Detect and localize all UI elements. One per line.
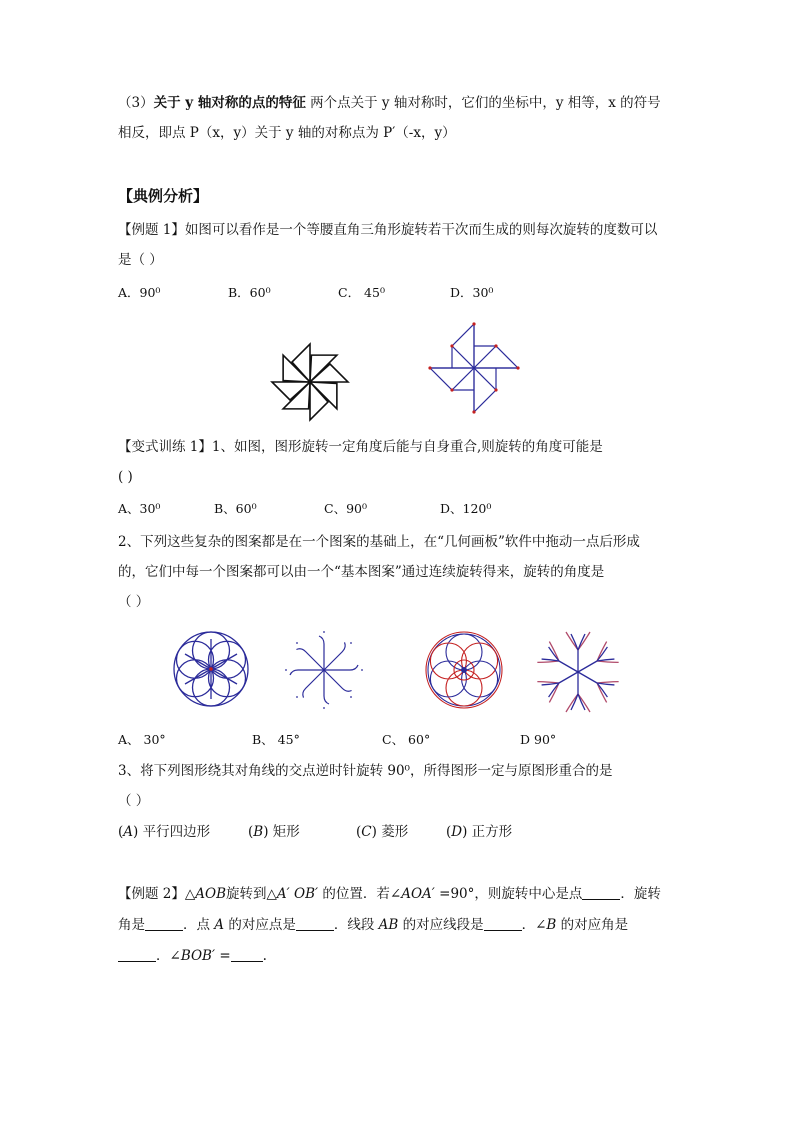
- q3-option-a: (A) 平行四边形: [118, 824, 211, 840]
- rosette-figure-3: [424, 630, 504, 710]
- ex2-text: =90°，则旋转中心是点: [434, 886, 583, 902]
- q3-option-d-text: 正方形: [467, 824, 513, 840]
- q3-line1: 3、将下列图形绕其对角线的交点逆时针旋转 90⁰，所得图形一定与原图形重合的是: [118, 763, 613, 779]
- q2-line3: （ ）: [118, 594, 150, 610]
- ex2-math: B: [546, 917, 557, 933]
- q3-option-a-letter: A: [123, 824, 134, 840]
- q2-option-d: D 90°: [520, 732, 557, 747]
- var1-option-d: D、120⁰: [440, 501, 492, 516]
- var1-option-b: B、60⁰: [214, 501, 257, 516]
- ex1-line2: 是（ ）: [118, 252, 163, 268]
- ex2-line3: [118, 946, 267, 966]
- pinwheel-figure-left: [268, 340, 352, 424]
- ex2-text: 的对应点是: [224, 917, 296, 933]
- ex2-math: BOB′: [180, 948, 216, 964]
- section-heading: 【典例分析】: [118, 187, 209, 205]
- ex1-option-d: D．30⁰: [450, 285, 494, 300]
- q3-option-a-text: 平行四边形: [138, 824, 211, 840]
- q3-option-c-text: 菱形: [376, 824, 409, 840]
- ex2-math: A′ OB′: [276, 886, 319, 902]
- ex2-text: =: [215, 948, 231, 964]
- ex2-text: 角是: [118, 917, 145, 933]
- var1-tag: 【变式训练 1】: [118, 439, 212, 455]
- q2-option-c: C、 60°: [382, 732, 431, 747]
- var1-line2: ( ): [118, 469, 133, 485]
- var1-option-a: A、30⁰: [118, 501, 161, 516]
- answer-blank[interactable]: [145, 916, 183, 931]
- starburst-figure-2: [284, 630, 364, 710]
- ex2-text: △: [184, 886, 196, 902]
- ex2-math: A: [214, 917, 225, 933]
- q2-line1: 2、下列这些复杂的图案都是在一个图案的基础上，在“几何画板”软件中拖动一点后形成: [118, 534, 640, 550]
- ex2-math: AOA′: [401, 886, 435, 902]
- answer-blank[interactable]: [296, 916, 334, 931]
- ex2-text: ．旋转: [620, 886, 661, 902]
- q3-option-d-letter: D: [451, 824, 463, 840]
- ex2-line1: [118, 884, 661, 904]
- ex2-text: ．点: [183, 917, 215, 933]
- ex2-text: ．∠: [156, 948, 181, 964]
- var1-text: 1、如图，图形旋转一定角度后能与自身重合,则旋转的角度可能是: [211, 439, 603, 455]
- ex2-text: 的对应角是: [556, 917, 629, 933]
- answer-blank[interactable]: [118, 947, 156, 962]
- ex2-math: AOB: [195, 886, 227, 902]
- var1-line1: [118, 437, 603, 457]
- ex1-option-b: B．60⁰: [228, 285, 271, 300]
- ex2-text: 的位置．若∠: [318, 886, 402, 902]
- q2-line2: 的，它们中每一个图案都可以由一个“基本图案”通过连续旋转得来，旋转的角度是: [118, 564, 605, 580]
- ex2-math: AB: [378, 917, 399, 933]
- ex2-tag: 【例题 2】: [118, 886, 185, 902]
- q3-option-c-letter: C: [361, 824, 372, 840]
- sec3-bold-title: 关于 y 轴对称的点的特征: [153, 95, 306, 111]
- sec3-line1: [118, 93, 661, 113]
- feather-star-figure-4: [536, 630, 620, 714]
- q3-option-b-letter: B: [253, 824, 264, 840]
- q3-option-d: (D) 正方形: [446, 824, 513, 840]
- q3-line2: （ ）: [118, 793, 150, 809]
- ex1-option-c: C． 45⁰: [338, 285, 385, 300]
- ex1-tag: 【例题 1】: [118, 222, 185, 238]
- answer-blank[interactable]: [582, 885, 620, 900]
- q2-option-b: B、 45°: [252, 732, 300, 747]
- var1-option-c: C、90⁰: [324, 501, 367, 516]
- ex2-text: ．∠: [521, 917, 547, 933]
- ex1-option-a: A．90⁰: [118, 285, 161, 300]
- q3-option-c: (C) 菱形: [356, 824, 409, 840]
- rosette-figure-1: [172, 630, 250, 708]
- pinwheel-figure-right: [428, 322, 520, 414]
- ex1-text: 如图可以看作是一个等腰直角三角形旋转若干次而生成的则每次旋转的度数可以: [184, 222, 658, 238]
- answer-blank[interactable]: [484, 916, 522, 931]
- q3-option-b-text: 矩形: [268, 824, 300, 840]
- ex1-line1: [118, 220, 657, 240]
- sec3-text: 两个点关于 y 轴对称时，它们的坐标中，y 相等，x 的符号: [305, 95, 661, 111]
- ex2-text: 的对应线段是: [398, 917, 484, 933]
- q3-option-b: (B) 矩形: [248, 824, 300, 840]
- ex2-text: .: [262, 948, 267, 964]
- sec3-prefix: （3）: [118, 95, 154, 111]
- answer-blank[interactable]: [231, 947, 263, 962]
- ex2-text: ．线段: [333, 917, 379, 933]
- q2-option-a: A、 30°: [118, 732, 166, 747]
- ex2-line2: [118, 915, 628, 935]
- sec3-line2: 相反，即点 P（x，y）关于 y 轴的对称点为 P′（-x，y）: [118, 125, 456, 141]
- ex2-text: 旋转到△: [226, 886, 277, 902]
